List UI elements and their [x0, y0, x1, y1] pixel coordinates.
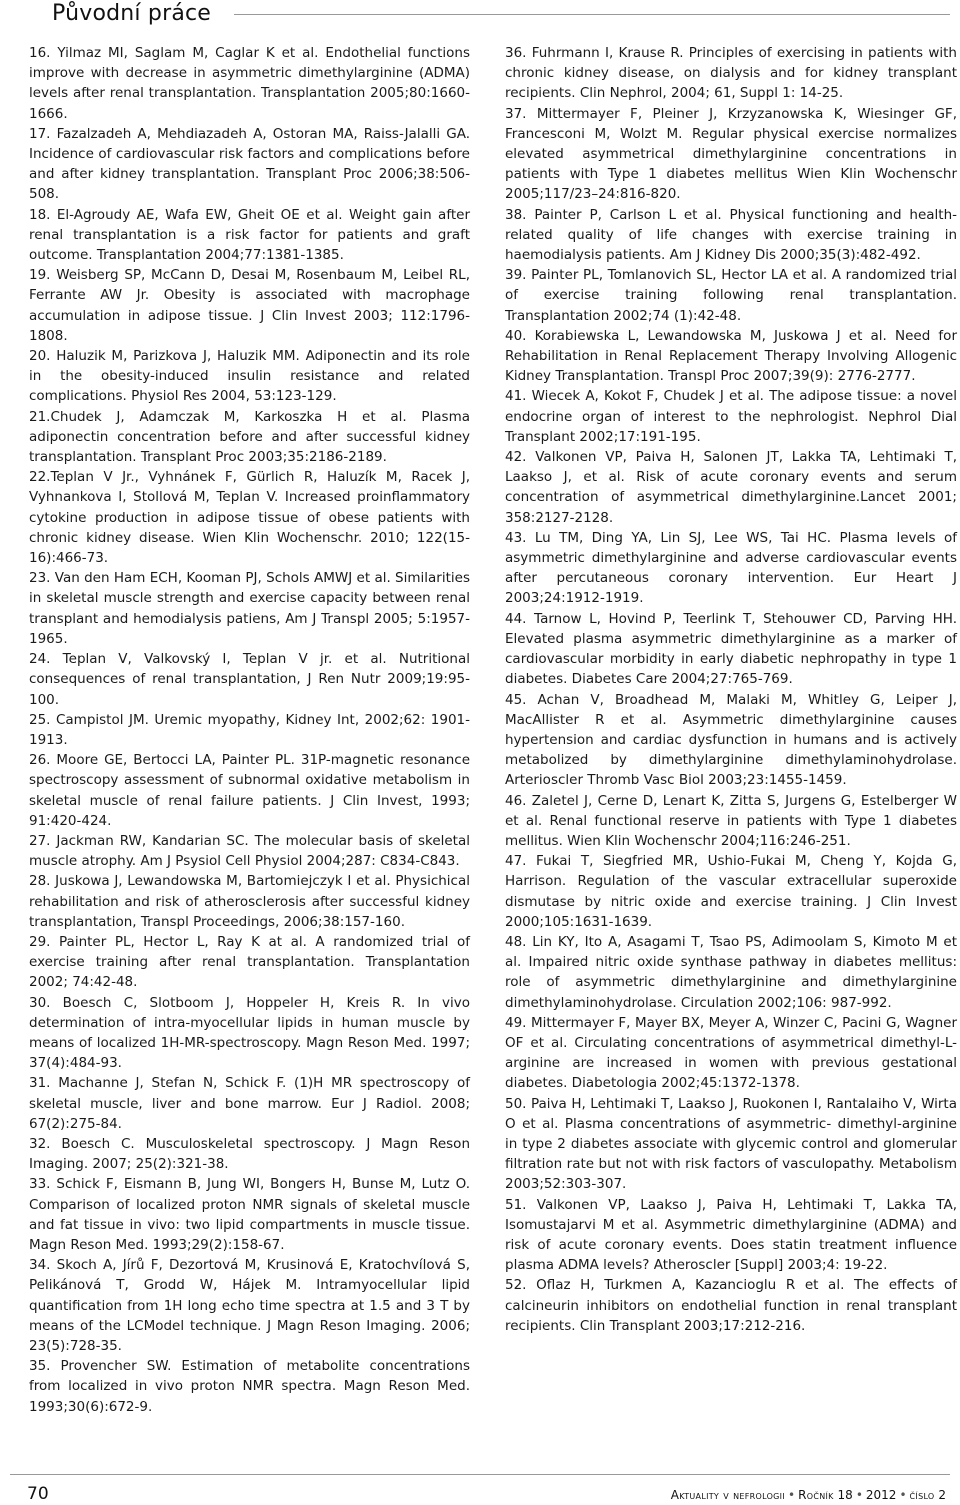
- section-title: Původní práce: [52, 1, 212, 26]
- reference-item: 50. Paiva H, Lehtimaki T, Laakso J, Ruokonen I, Rantalaiho V, Wirta O et al. Plasma concentrations of asymmetric- dimethyl-arginine in type 2 diabetes associate with glycemic control and glomerular filtration rate but not with risk factors of vasculopathy. Metabolism 2003;52:303-307.: [505, 1095, 957, 1193]
- references-column-right: [505, 43, 957, 1336]
- reference-item: 49. Mittermayer F, Mayer BX, Meyer A, Winzer C, Pacini G, Wagner OF et al. Circulating concentrations of asymmetrical dimethyl-L-arginine are increased in women with previous gestational diabetes. Diabetologia 2002;45:1372-1378.: [505, 1014, 957, 1092]
- reference-item: 29. Painter PL, Hector L, Ray K at al. A randomized trial of exercise training after renal transplantation. Transplantation 2002; 74:42-48.: [29, 933, 470, 991]
- reference-item: 37. Mittermayer F, Pleiner J, Krzyzanowska K, Wiesinger GF, Francesconi M, Wolzt M. Regular physical exercise normalizes elevated asymmetrical dimethylarginine concentrations in patients with Type 1 diabetes mellitus Wien Klin Wochenschr 2005;117/23–24:816-820.: [505, 105, 957, 203]
- reference-item: 30. Boesch C, Slotboom J, Hoppeler H, Kreis R. In vivo determination of intra-myocellular lipids in human muscle by means of localized 1H-MR-spectroscopy. Magn Reson Med. 1997; 37(4):484-93.: [29, 994, 470, 1072]
- reference-item: 46. Zaletel J, Cerne D, Lenart K, Zitta S, Jurgens G, Estelberger W et al. Renal functional reserve in patients with Type 1 diabetes mellitus. Wien Klin Wochenschr 2004;116:246-251.: [505, 792, 957, 849]
- journal-info: [671, 1488, 946, 1502]
- reference-item: 28. Juskowa J, Lewandowska M, Bartomiejczyk I et al. Physichical rehabilitation and risk of atherosclerosis after successful kidney transplantation, Transpl Proceedings, 2006;38:157-160.: [29, 873, 470, 930]
- reference-item: 48. Lin KY, Ito A, Asagami T, Tsao PS, Adimoolam S, Kimoto M et al. Impaired nitric oxide synthase pathway in diabetes mellitus: role of asymmetric dimethylarginine and dimethylarginine dimethylaminohydrolase. Circulation 2002;106: 987-992.: [505, 933, 957, 1011]
- reference-item: 41. Wiecek A, Kokot F, Chudek J et al. The adipose tissue: a novel endocrine organ of interest to the nephrologist. Nephrol Dial Transplant 2002;17:191-195.: [505, 388, 957, 445]
- bullet-separator: •: [899, 1488, 907, 1502]
- reference-item: 52. Oflaz H, Turkmen A, Kazancioglu R et al. The effects of calcineurin inhibitors on endothelial function in renal transplant recipients. Clin Transplant 2003;17:212-216.: [505, 1277, 957, 1334]
- reference-item: 39. Painter PL, Tomlanovich SL, Hector LA et al. A randomized trial of exercise training following renal transplantation. Transplantation 2002;74 (1):42-48.: [505, 267, 957, 324]
- reference-item: 38. Painter P, Carlson L et al. Physical functioning and health-related quality of life changes with exercise training in haemodialysis patients. Am J Kidney Dis 2000;35(3):482-492.: [505, 206, 957, 264]
- reference-item: 34. Skoch A, Jírů F, Dezortová M, Krusinová E, Kratochvílová S, Pelikánová T, Grodd W, Hájek M. Intramyocellular lipid quantification from 1H long echo time spectra at 1.5 and 3 T by means of the LCModel technique. J Magn Reson Imaging. 2006; 23(5):728-35.: [29, 1257, 470, 1354]
- reference-item: 16. Yilmaz MI, Saglam M, Caglar K et al. Endothelial functions improve with decrease in asymmetric dimethylarginine (ADMA) levels after renal transplantation. Transplantation 2005;80:1660-1666.: [29, 45, 470, 122]
- reference-item: 24. Teplan V, Valkovský I, Teplan V jr. et al. Nutritional consequences of renal transplantation, J Ren Nutr 2009;19:95-100.: [29, 651, 470, 708]
- reference-item: 47. Fukai T, Siegfried MR, Ushio-Fukai M, Cheng Y, Kojda G, Harrison. Regulation of the vascular extracellular superoxide dismutase by nitric oxide and exercise training. J Clin Invest 2000;105:1631-1639.: [505, 853, 957, 930]
- volume-label: Ročník: [798, 1488, 834, 1502]
- page-number: 70: [27, 1484, 49, 1504]
- volume-number: 18: [837, 1488, 853, 1502]
- reference-item: 45. Achan V, Broadhead M, Malaki M, Whitley G, Leiper J, MacAllister R et al. Asymmetric dimethylarginine causes hypertension and cardiac dysfunction in humans and is actively metabolized by dimethylarginine dimethylaminohydrolase. Arterioscler Thromb Vasc Biol 2003;23:1455-1459.: [505, 691, 957, 789]
- reference-item: 20. Haluzik M, Parizkova J, Haluzik MM. Adiponectin and its role in the obesity-induced insulin resistance and related complications. Physiol Res 2004, 53:123-129.: [29, 348, 470, 405]
- bullet-separator: •: [788, 1488, 796, 1502]
- reference-item: 31. Machanne J, Stefan N, Schick F. (1)H MR spectroscopy of skeletal muscle, liver and bone marrow. Eur J Radiol. 2008; 67(2):275-84.: [29, 1075, 470, 1132]
- references-column-left: [29, 43, 470, 1417]
- issue-label: číslo: [909, 1488, 935, 1502]
- bullet-separator: •: [855, 1488, 863, 1502]
- header-divider: [234, 14, 950, 15]
- reference-item: 32. Boesch C. Musculoskeletal spectroscopy. J Magn Reson Imaging. 2007; 25(2):321-38.: [29, 1135, 470, 1173]
- reference-item: 21.Chudek J, Adamczak M, Karkoszka H et al. Plasma adiponectin concentration before and after successful kidney transplantation. Transplant Proc 2003;35:2186-2189.: [29, 408, 470, 466]
- reference-item: 51. Valkonen VP, Laakso J, Paiva H, Lehtimaki T, Lakka TA, Isomustajarvi M et al. Asymmetric dimethylarginine (ADMA) and risk of acute coronary events. Does statin treatment influence plasma ADMA levels? Atheroscler [Suppl] 2003;4: 19-22.: [505, 1196, 957, 1274]
- year: 2012: [865, 1488, 897, 1502]
- issue-number: 2: [938, 1488, 946, 1502]
- reference-item: 25. Campistol JM. Uremic myopathy, Kidney Int, 2002;62: 1901-1913.: [29, 711, 470, 748]
- reference-item: 43. Lu TM, Ding YA, Lin SJ, Lee WS, Tai HC. Plasma levels of asymmetric dimethylarginine and adverse cardiovascular events after percutaneous coronary intervention. Eur Heart J 2003;24:1912-1919.: [505, 529, 957, 607]
- page-header: [0, 0, 960, 40]
- reference-item: 33. Schick F, Eismann B, Jung WI, Bongers H, Bunse M, Lutz O. Comparison of localized proton NMR signals of skeletal muscle and fat tissue in vivo: two lipid compartments in muscle tissue. Magn Reson Med. 1993;29(2):158-67.: [29, 1176, 470, 1253]
- reference-item: 42. Valkonen VP, Paiva H, Salonen JT, Lakka TA, Lehtimaki T, Laakso J, et al. Risk of acute coronary events and serum concentration of asymmetrical dimethylarginine.Lancet 2001; 358:2127-2128.: [505, 449, 957, 526]
- reference-item: 19. Weisberg SP, McCann D, Desai M, Rosenbaum M, Leibel RL, Ferrante AW Jr. Obesity is associated with macrophage accumulation in adipose tissue. J Clin Invest 2003; 112:1796-1808.: [29, 267, 470, 344]
- journal-name: Aktuality v nefrologii: [670, 1488, 786, 1502]
- footer-divider: [10, 1474, 950, 1475]
- reference-item: 22.Teplan V Jr., Vyhnánek F, Gürlich R, Haluzík M, Racek J, Vyhnankova I, Stollová M, Teplan V. Increased proinflammatory cytokine production in adipose tissue of obese patients with chronic kidney disease. Wien Klin Wochenschr. 2010; 122(15-16):466-73.: [29, 469, 470, 567]
- reference-item: 35. Provencher SW. Estimation of metabolite concentrations from localized in vivo proton NMR spectra. Magn Reson Med. 1993;30(6):672-9.: [29, 1358, 470, 1415]
- reference-item: 23. Van den Ham ECH, Kooman PJ, Schols AMWJ et al. Similarities in skeletal muscle strength and exercise capacity between renal transplant and hemodialysis patiens, Am J Transpl 2005; 5:1957-1965.: [29, 570, 470, 647]
- reference-item: 17. Fazalzadeh A, Mehdiazadeh A, Ostoran MA, Raiss-Jalalli GA. Incidence of cardiovascular risk factors and complications before and after kidney transplantation. Transplant Proc 2006;38:506-508.: [29, 125, 470, 203]
- reference-item: 44. Tarnow L, Hovind P, Teerlink T, Stehouwer CD, Parving HH. Elevated plasma asymmetric dimethylarginine as a marker of cardiovascular morbidity in early diabetic nephropathy in type 1 diabetes. Diabetes Care 2004;27:765-769.: [505, 610, 957, 688]
- reference-item: 36. Fuhrmann I, Krause R. Principles of exercising in patients with chronic kidney disease, on dialysis and for kidney transplant recipients. Clin Nephrol, 2004; 61, Suppl 1: 14-25.: [505, 45, 957, 102]
- reference-item: 18. El-Agroudy AE, Wafa EW, Gheit OE et al. Weight gain after renal transplantation is a risk factor for patients and graft outcome. Transplantation 2004;77:1381-1385.: [29, 206, 470, 264]
- reference-item: 40. Korabiewska L, Lewandowska M, Juskowa J et al. Need for Rehabilitation in Renal Replacement Therapy Involving Allogenic Kidney Transplantation. Transpl Proc 2007;39(9): 2776-2777.: [505, 327, 957, 385]
- reference-item: 26. Moore GE, Bertocci LA, Painter PL. 31P-magnetic resonance spectroscopy assessment of subnormal oxidative metabolism in skeletal muscle of renal failure patients. J Clin Invest, 1993; 91:420-424.: [29, 752, 470, 829]
- reference-item: 27. Jackman RW, Kandarian SC. The molecular basis of skeletal muscle atrophy. Am J Psysiol Cell Physiol 2004;287: C834-C843.: [29, 832, 470, 870]
